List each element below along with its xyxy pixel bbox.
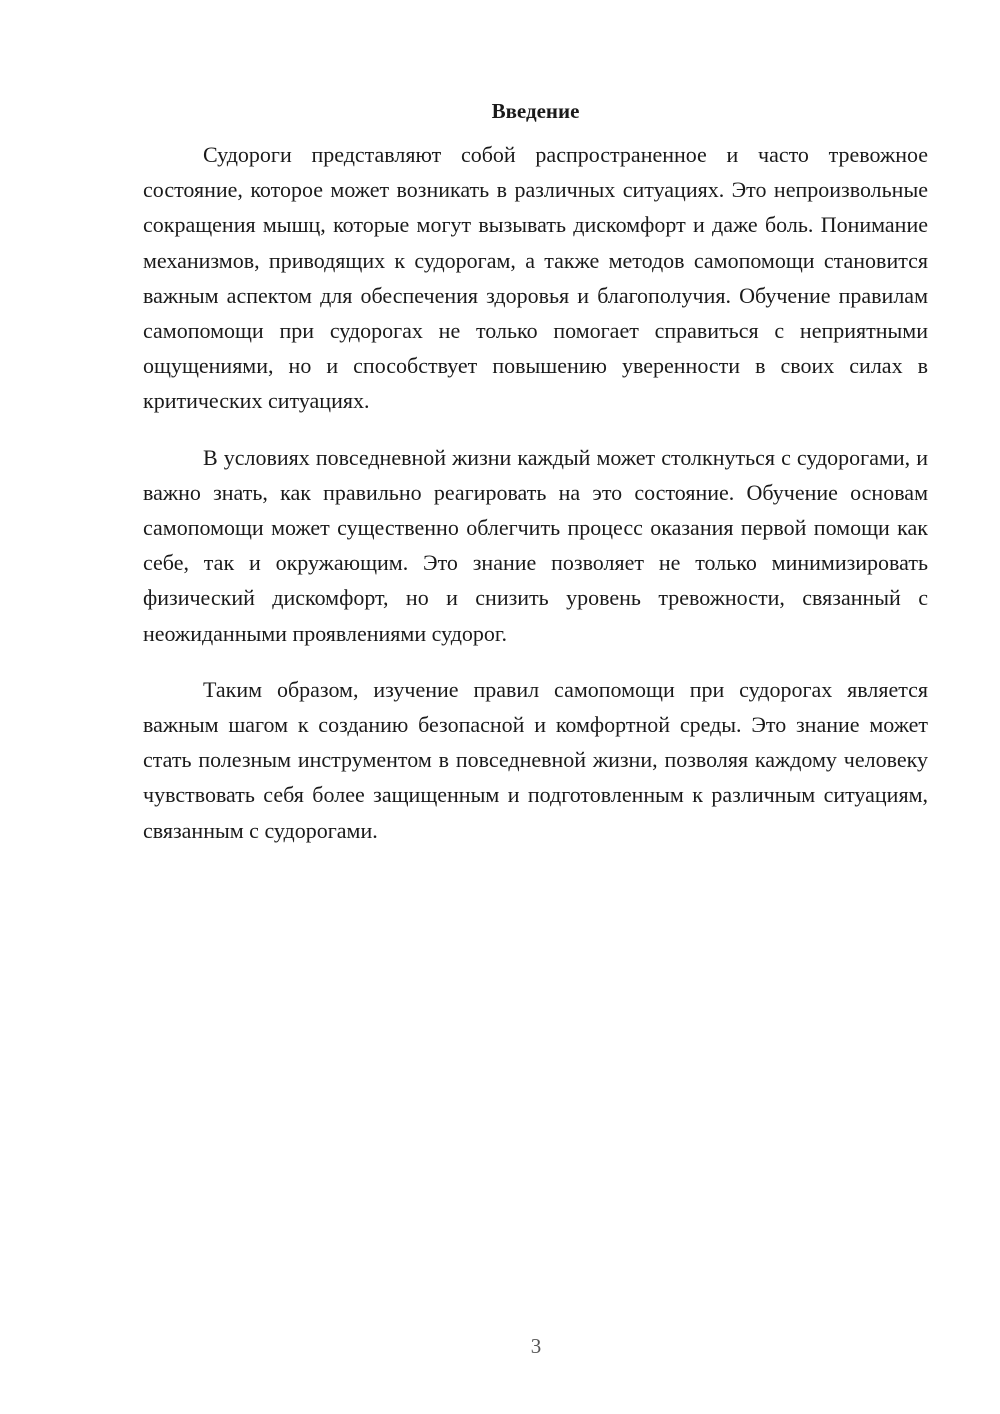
section-heading: Введение	[491, 99, 580, 123]
page-number: 3	[530, 1334, 542, 1358]
page-content	[143, 97, 928, 869]
paragraph-3: Таким образом, изучение правил самопомощи при судорогах является важным шагом к созданию безопасной и комфортной среды. Это знание может стать полезным инструментом в повседневной жизни, позволяя каждому человеку чувствовать себя более защищенным и подготовленным к различным ситуациям, связанным с судорогами.	[143, 676, 928, 843]
paragraph-2: В условиях повседневной жизни каждый может столкнуться с судорогами, и важно знать, как правильно реагировать на это состояние. Обучение основам самопомощи может существенно облегчить процесс оказания первой помощи как себе, так и окружающим. Это знание позволяет не только минимизировать физический дискомфорт, но и снизить уровень тревожности, связанный с неожиданными проявлениями судорог.	[143, 444, 928, 646]
paragraph-1: Судороги представляют собой распространенное и часто тревожное состояние, которое может возникать в различных ситуациях. Это непроизвольные сокращения мышц, которые могут вызывать дискомфорт и даже боль. Понимание механизмов, приводящих к судорогам, а также методов самопомощи становится важным аспектом для обеспечения здоровья и благополучия. Обучение правилам самопомощи при судорогах не только помогает справиться с неприятными ощущениями, но и способствует повышению уверенности в своих силах в критических ситуациях.	[143, 142, 928, 414]
